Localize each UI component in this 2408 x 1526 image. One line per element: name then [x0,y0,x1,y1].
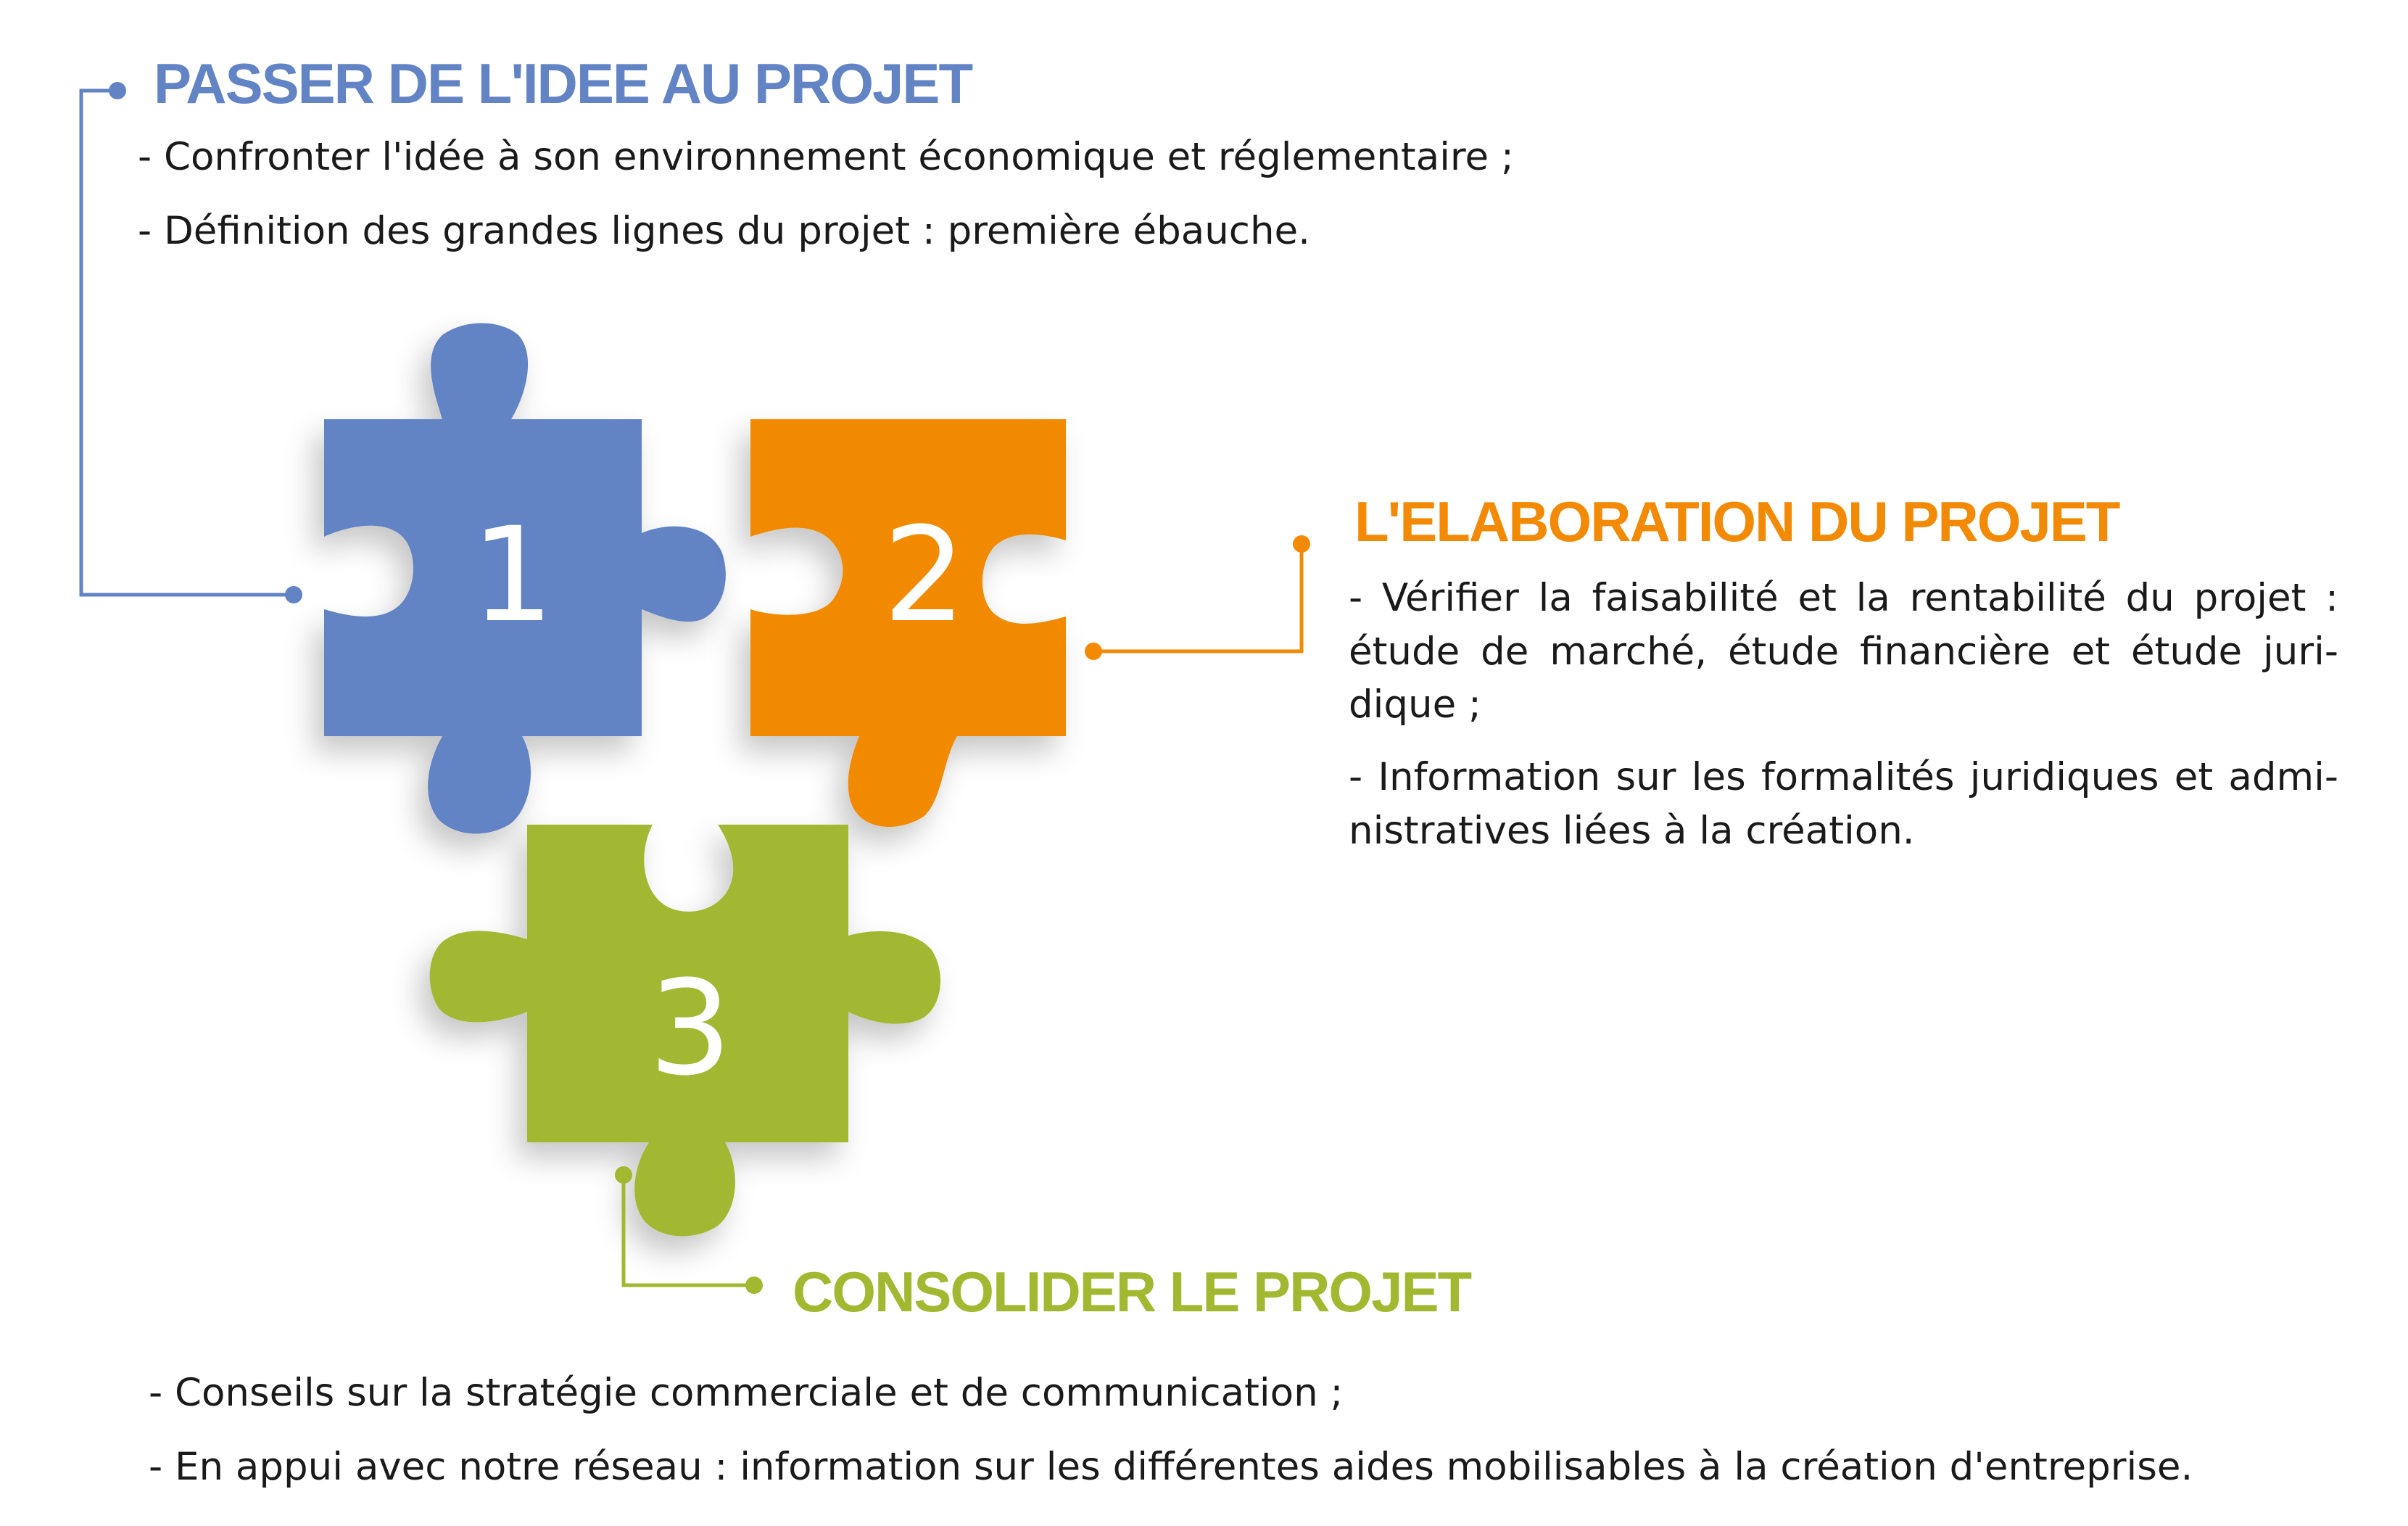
step-2-bullet-2: - Information sur les formalités juridiques et admi-nistratives liées à la création. [1349,754,2338,853]
step-number-3: 3 [648,953,732,1105]
step-1-title: PASSER DE L'IDEE AU PROJET [154,51,972,115]
step-1-bullet-1: - Confronter l'idée à son environnement économique et réglementaire ; [138,135,1514,179]
connector-2 [1085,535,1310,660]
step-1-bullet-2: - Définition des grandes lignes du projet : première ébauche. [138,209,1310,254]
step-number-1: 1 [471,500,555,651]
step-number-2: 2 [882,500,967,651]
step-3-title: CONSOLIDER LE PROJET [793,1260,1471,1324]
step-3-bullet-1: - Conseils sur la stratégie commerciale et de communication ; [149,1371,1344,1415]
step-2-bullet-1: - Vérifier la faisabilité et la rentabilité du projet : étude de marché, étude financière et étude juri-dique ; [1349,576,2338,727]
step-1-bullets [138,128,1514,276]
step-2-title: L'ELABORATION DU PROJET [1354,490,2119,553]
step-2-bullets [1349,572,2338,876]
step-3-bullet-2: - En appui avec notre réseau : information sur les différentes aides mobilisables à la création d'entreprise. [149,1445,2193,1490]
step-3-bullets [149,1364,2193,1511]
